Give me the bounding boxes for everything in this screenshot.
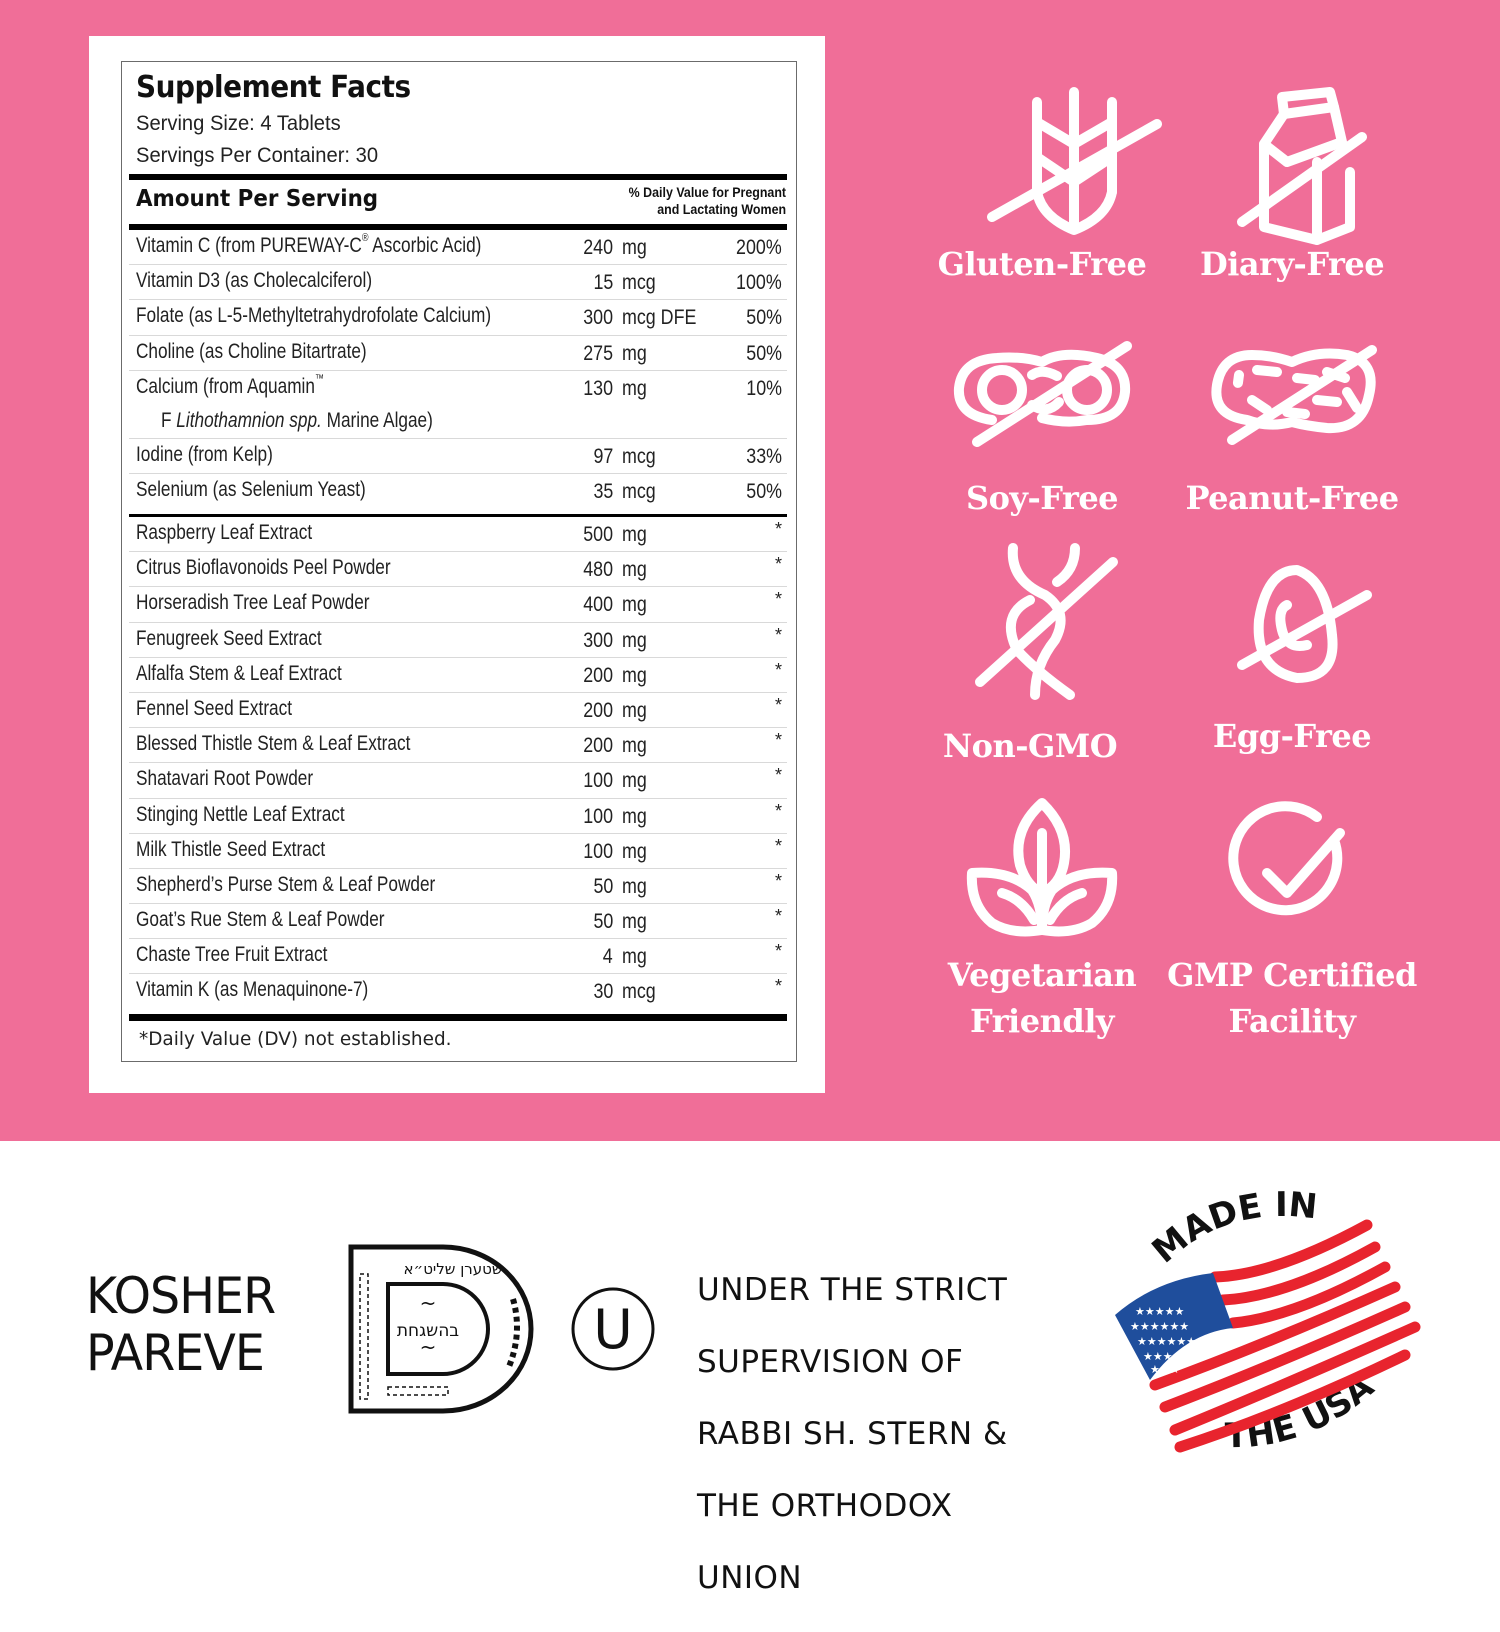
ingredient-amount: 50 [593, 910, 613, 934]
ingredient-daily-value: * [774, 976, 782, 997]
daily-value-header-line2: and Lactating Women [657, 202, 786, 217]
supervision-line: UNION [697, 1560, 803, 1596]
nutrient-name: Folate (as L-5-Methyltetrahydrofolate Calcium) [136, 304, 492, 328]
table-row [129, 834, 787, 869]
ingredient-name: Milk Thistle Seed Extract [136, 837, 326, 861]
footnote: *Daily Value (DV) not established. [139, 1028, 452, 1050]
ingredient-unit: mg [622, 523, 647, 546]
badge-label-line2: Facility [1228, 1002, 1356, 1040]
table-row [129, 265, 787, 300]
egg-crossed-icon [1197, 560, 1387, 700]
nutrient-daily-value: 50% [746, 341, 782, 365]
svg-text:MADE IN: MADE IN [1144, 1185, 1320, 1272]
badge-label: Soy-Free [965, 479, 1119, 517]
ingredient-amount: 30 [593, 980, 613, 1004]
daily-value-header-line1: % Daily Value for Pregnant [628, 185, 786, 200]
kosher-line: KOSHER [86, 1267, 276, 1325]
ingredient-name: Shepherd’s Purse Stem & Leaf Powder [136, 872, 436, 896]
peanut-crossed-icon [1197, 330, 1387, 450]
ingredient-unit: mg [622, 734, 647, 758]
ingredient-unit: mg [622, 558, 647, 582]
ingredient-daily-value: * [774, 589, 782, 610]
badge-label: Non-GMO [942, 727, 1118, 765]
ingredient-amount: 200 [583, 734, 613, 758]
ingredient-name: Horseradish Tree Leaf Powder [136, 591, 370, 615]
table-row [129, 517, 787, 552]
nutrient-unit: mcg [622, 444, 656, 468]
ingredient-amount: 100 [583, 839, 613, 863]
amount-per-serving-header: Amount Per Serving [136, 186, 379, 212]
table-row [129, 904, 787, 939]
svg-text:בהשגחת: בהשגחת [396, 1321, 460, 1341]
svg-text:★★★★★: ★★★★★ [1135, 1305, 1185, 1318]
ingredient-amount: 300 [583, 628, 613, 652]
ingredient-daily-value: * [774, 554, 782, 575]
ingredient-unit: mg [622, 839, 647, 863]
ingredient-amount: 480 [583, 558, 613, 582]
badge-label: Diary-Free [1199, 245, 1385, 283]
ingredient-name: Fenugreek Seed Extract [136, 626, 322, 650]
facts-title: Supplement Facts [136, 70, 411, 105]
ingredient-name: Shatavari Root Powder [136, 767, 314, 791]
nutrient-daily-value: 33% [746, 444, 782, 468]
ingredient-name: Alfalfa Stem & Leaf Extract [136, 661, 342, 685]
nutrient-name: Choline (as Choline Bitartrate) [136, 339, 367, 363]
ingredient-unit: mg [622, 593, 647, 617]
table-row [129, 658, 787, 693]
nutrient-amount: 240 [583, 236, 613, 259]
supplement-facts-card [89, 36, 825, 1093]
ingredient-amount: 500 [583, 523, 613, 546]
table-row [129, 623, 787, 658]
ingredient-name: Blessed Thistle Stem & Leaf Extract [136, 732, 411, 756]
badge-label: Egg-Free [1212, 717, 1372, 755]
table-row [129, 763, 787, 798]
ingredient-daily-value: * [774, 730, 782, 751]
badge-soy-free [917, 330, 1167, 521]
ingredient-unit: mg [622, 628, 647, 652]
ingredient-daily-value: * [774, 519, 782, 539]
ingredient-daily-value: * [774, 870, 782, 891]
ou-kosher-symbol [570, 1286, 656, 1372]
ingredient-name: Goat’s Rue Stem & Leaf Powder [136, 908, 385, 932]
nutrient-amount: 300 [583, 306, 613, 330]
nutrient-amount: 97 [593, 444, 613, 468]
ingredient-daily-value: * [774, 941, 782, 962]
ingredient-name: Raspberry Leaf Extract [136, 521, 313, 544]
ingredient-name: Stinging Nettle Leaf Extract [136, 802, 345, 826]
table-row [129, 336, 787, 371]
daily-value-header [629, 184, 786, 218]
table-row [129, 693, 787, 728]
ingredient-unit: mg [622, 945, 647, 969]
pareve-line: PAREVE [86, 1324, 264, 1382]
table-row [129, 371, 787, 439]
serving-size: Serving Size: 4 Tablets [136, 112, 341, 135]
nutrient-amount: 130 [583, 376, 613, 400]
supervision-line: THE ORTHODOX [697, 1488, 953, 1524]
nutrient-unit: mcg [622, 479, 656, 503]
vitamin-rows [129, 230, 787, 509]
nutrient-name: Vitamin C (from PUREWAY-C® Ascorbic Acid) [136, 232, 482, 257]
supervision-statement [697, 1236, 1008, 1632]
ingredient-amount: 100 [583, 804, 613, 828]
nutrient-unit: mcg DFE [622, 306, 697, 330]
nutrient-name: Calcium (from Aquamin™ [136, 372, 324, 398]
wheat-crossed-icon [952, 82, 1132, 242]
servings-per-container: Servings Per Container: 30 [136, 144, 379, 167]
svg-text:שטערן שליט״א: שטערן שליט״א [403, 1260, 503, 1278]
ingredient-unit: mg [622, 698, 647, 722]
nutrient-amount: 15 [593, 271, 613, 295]
table-row [129, 439, 787, 474]
nutrient-daily-value: 50% [746, 479, 782, 503]
badge-label-line1: Vegetarian [947, 956, 1137, 994]
nutrient-name: Vitamin D3 (as Cholecalciferol) [136, 269, 373, 293]
ingredient-unit: mg [622, 769, 647, 793]
nutrient-unit: mg [622, 236, 647, 259]
dna-crossed-icon [935, 540, 1125, 700]
ingredient-amount: 50 [593, 874, 613, 898]
table-row [129, 552, 787, 587]
kosher-pareve-label [86, 1268, 275, 1382]
made-in-usa-flag-logo [1105, 1185, 1425, 1460]
svg-text:~: ~ [419, 1291, 437, 1315]
ingredient-unit: mg [622, 663, 647, 687]
ingredient-daily-value: * [774, 694, 782, 715]
nutrient-amount: 275 [583, 341, 613, 365]
table-row [129, 300, 787, 335]
svg-text:U: U [593, 1298, 633, 1361]
badge-gluten-free [917, 82, 1167, 287]
table-row [129, 230, 787, 265]
soybean-crossed-icon [947, 330, 1137, 450]
table-row [129, 869, 787, 904]
badge-label [1167, 952, 1417, 1044]
svg-text:THE USA: THE USA [1224, 1366, 1382, 1457]
svg-text:★★★★★★: ★★★★★★ [1137, 1335, 1197, 1348]
table-row [129, 474, 787, 509]
ingredient-daily-value: * [774, 765, 782, 786]
badge-label-line1: GMP Certified [1167, 956, 1417, 994]
hashgacha-d-logo [348, 1244, 540, 1414]
table-row [129, 728, 787, 763]
badge-gmp-certified [1167, 795, 1417, 1044]
supervision-line: RABBI SH. STERN & [697, 1416, 1008, 1452]
supervision-line: UNDER THE STRICT [697, 1272, 1008, 1308]
table-row [129, 799, 787, 834]
badge-vegetarian [917, 795, 1167, 1044]
nutrient-daily-value: 10% [746, 376, 782, 400]
badge-label: Peanut-Free [1185, 479, 1399, 517]
nutrient-unit: mg [622, 376, 647, 400]
ingredient-amount: 400 [583, 593, 613, 617]
svg-text:~: ~ [419, 1335, 437, 1359]
ingredient-daily-value: * [774, 624, 782, 645]
badge-dairy-free [1167, 82, 1417, 287]
ingredient-unit: mg [622, 804, 647, 828]
table-row [129, 587, 787, 622]
badge-non-gmo [905, 540, 1155, 769]
ingredient-amount: 4 [603, 945, 613, 969]
ingredient-daily-value: * [774, 659, 782, 680]
ingredient-amount: 200 [583, 663, 613, 687]
ingredient-daily-value: * [774, 835, 782, 856]
badge-egg-free [1167, 560, 1417, 759]
herbal-rows [129, 517, 787, 1010]
ingredient-name: Chaste Tree Fruit Extract [136, 943, 328, 967]
nutrient-unit: mcg [622, 271, 656, 295]
svg-text:★★★: ★★★ [1150, 1363, 1180, 1376]
badge-label: Gluten-Free [937, 245, 1147, 283]
milk-carton-crossed-icon [1202, 82, 1382, 242]
nutrient-daily-value: 100% [736, 271, 782, 295]
badge-peanut-free [1167, 330, 1417, 521]
ingredient-name: Citrus Bioflavonoids Peel Powder [136, 556, 391, 580]
nutrient-unit: mg [622, 341, 647, 365]
nutrient-source: F Lithothamnion spp. Marine Algae) [161, 408, 433, 432]
ingredient-unit: mg [622, 874, 647, 898]
supervision-line: SUPERVISION OF [697, 1344, 964, 1380]
svg-text:★★★★★★: ★★★★★★ [1130, 1320, 1190, 1333]
ingredient-name: Fennel Seed Extract [136, 696, 293, 720]
ingredient-unit: mcg [622, 980, 656, 1004]
nutrient-name: Selenium (as Selenium Yeast) [136, 477, 366, 501]
nutrient-daily-value: 200% [736, 236, 782, 259]
nutrient-name: Iodine (from Kelp) [136, 442, 273, 466]
supplement-facts-panel [121, 61, 797, 1062]
table-row [129, 939, 787, 974]
leaf-sprout-icon [952, 795, 1132, 940]
divider-thick [129, 1014, 787, 1021]
ingredient-daily-value: * [774, 906, 782, 927]
ingredient-amount: 200 [583, 698, 613, 722]
badge-label-line2: Friendly [970, 1002, 1114, 1040]
nutrient-amount: 35 [593, 479, 613, 503]
divider-thick [129, 174, 787, 180]
table-row [129, 974, 787, 1009]
nutrient-daily-value: 50% [746, 306, 782, 330]
check-circle-icon [1202, 795, 1382, 940]
ingredient-name: Vitamin K (as Menaquinone-7) [136, 978, 369, 1002]
ingredient-daily-value: * [774, 800, 782, 821]
ingredient-unit: mg [622, 910, 647, 934]
svg-text:★★★★★: ★★★★★ [1143, 1350, 1193, 1363]
badge-label [917, 952, 1167, 1044]
ingredient-amount: 100 [583, 769, 613, 793]
